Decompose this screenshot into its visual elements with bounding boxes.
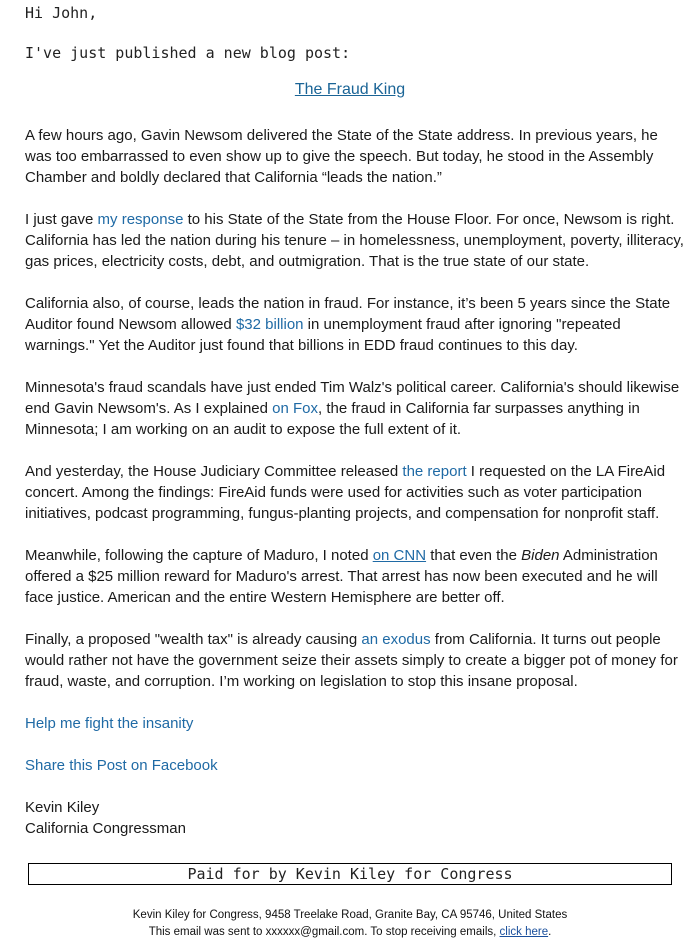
paragraph-text: Finally, a proposed "wealth tax" is already causing [25,631,362,648]
greeting: Hi John, [25,4,98,22]
paragraph-text: And yesterday, the House Judiciary Committee released [25,463,403,480]
paragraph-text: Minnesota's fraud scandals have just ended Tim Walz's political career. California's should likewise end Gavin Newsom's. As I explained [25,379,680,417]
paragraph-text: to his State of the State from the House Floor. For once, Newsom is right. California has led the nation during his tenure – in homelessness, unemployment, poverty, illiteracy, gas prices, electricity costs, debt, and outmigration. That is the true state of our state. [25,211,684,270]
share-facebook-link[interactable]: Share this Post on Facebook [25,757,218,774]
signature-name: Kevin Kiley [25,799,100,816]
an-exodus-link[interactable]: an exodus [361,631,431,648]
footer-period: . [548,926,552,938]
footer-sent-to: This email was sent to xxxxxx@gmail.com. To stop receiving emails, [148,926,500,938]
paragraph-text: Meanwhile, following the capture of Maduro, I noted [25,547,373,564]
paragraph-5 [25,461,685,524]
paragraph-4 [25,377,685,440]
on-cnn-link[interactable]: on CNN [372,547,427,564]
paragraph-6 [25,545,685,608]
paragraph-text: California also, of course, leads the nation in fraud. For instance, it’s been 5 years since the State Auditor found Newsom allowed [25,295,671,333]
on-fox-link[interactable]: on Fox [272,400,319,417]
cta-share-paragraph [25,755,685,776]
biden-italic: Biden [521,547,560,564]
paid-for-box: Paid for by Kevin Kiley for Congress [28,863,672,885]
email-body [25,125,685,839]
footer-sent-to-line [0,924,700,941]
paragraph-text: , the fraud in California far surpasses anything in Minnesota; I am working on an audit to expose the full extent of it. [25,400,640,438]
32-billion-link[interactable]: $32 billion [235,316,304,333]
footer-address: Kevin Kiley for Congress, 9458 Treelake Road, Granite Bay, CA 95746, United States [132,909,568,921]
paragraph-text: that even the [426,547,522,564]
footer-address-block [0,907,700,941]
my-response-link[interactable]: my response [97,211,184,228]
post-title-link[interactable]: The Fraud King [294,81,406,98]
help-fight-link[interactable]: Help me fight the insanity [25,715,194,732]
intro-text: I've just published a new blog post: [25,44,351,62]
cta-fight-paragraph [25,713,685,734]
paragraph-text: I requested on the LA FireAid concert. Among the findings: FireAid funds were used for activities such as voter participation initiatives, podcast programming, fungus-planting projects, and compensation for nonprofit staff. [25,463,666,522]
paragraph-text: Administration offered a $25 million reward for Maduro's arrest. That arrest has now been executed and he will face justice. American and the entire Western Hemisphere are better off. [25,547,658,606]
unsubscribe-link[interactable]: click here [499,926,549,938]
paragraph-1: A few hours ago, Gavin Newsom delivered the State of the State address. In previous years, he was too embarrassed to even show up to give the speech. But today, he stood in the Assembly Chamber and boldly declared that California “leads the nation.” [25,127,658,186]
paragraph-text: I just gave [25,211,98,228]
paragraph-text: from California. It turns out people would rather not have the government seize their assets simply to create a bigger pot of money for fraud, waste, and corruption. I’m working on legislation to stop this insane proposal. [25,631,678,690]
the-report-link[interactable]: the report [402,463,467,480]
paragraph-7 [25,629,685,692]
post-title-container [0,81,700,99]
signature-title: California Congressman [25,820,186,837]
paragraph-2 [25,209,685,272]
paragraph-3 [25,293,685,356]
paragraph-text: in unemployment fraud after ignoring "repeated warnings." Yet the Auditor just found that billions in EDD fraud continues to this day. [25,316,621,354]
